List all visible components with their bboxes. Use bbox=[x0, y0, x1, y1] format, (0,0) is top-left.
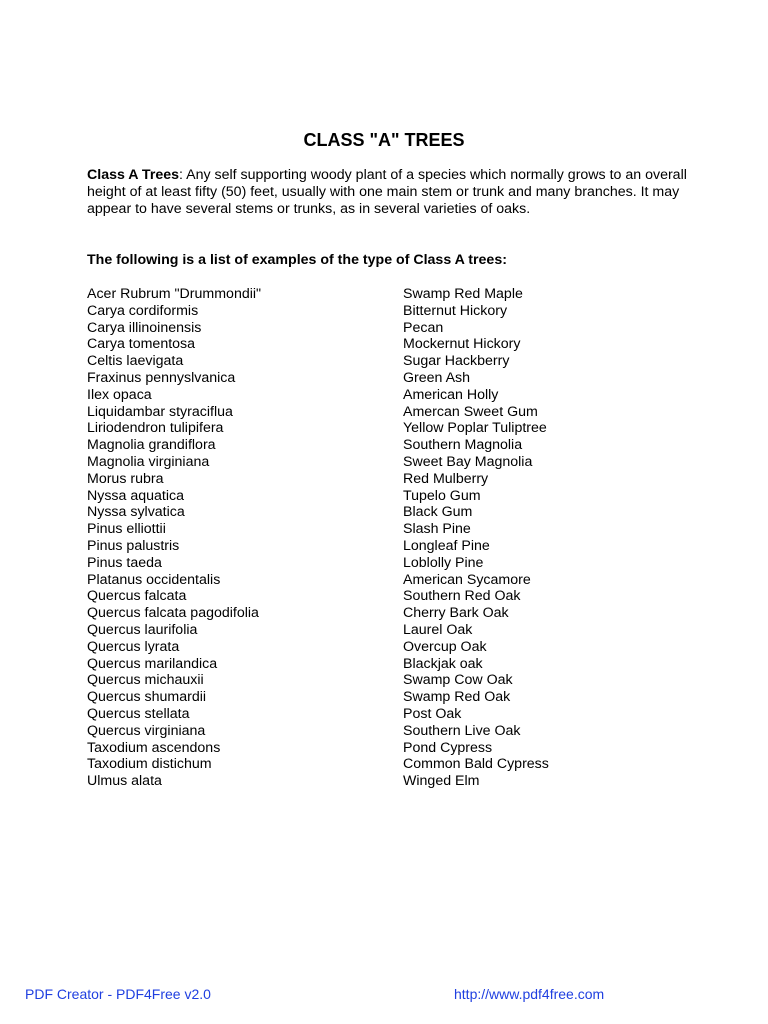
tree-row bbox=[87, 504, 687, 521]
tree-row bbox=[87, 572, 687, 589]
tree-row bbox=[87, 336, 687, 353]
tree-common-name: Blackjak oak bbox=[403, 655, 483, 672]
tree-row bbox=[87, 555, 687, 572]
tree-common-name: Common Bald Cypress bbox=[403, 756, 549, 773]
tree-common-name: Longleaf Pine bbox=[403, 537, 490, 554]
tree-scientific-name: Taxodium ascendons bbox=[87, 739, 221, 756]
tree-common-name: American Sycamore bbox=[403, 571, 531, 588]
tree-common-name: Pecan bbox=[403, 319, 444, 336]
tree-common-name: Amercan Sweet Gum bbox=[403, 403, 538, 420]
tree-row bbox=[87, 639, 687, 656]
tree-scientific-name: Pinus taeda bbox=[87, 554, 162, 571]
tree-common-name: Southern Live Oak bbox=[403, 722, 521, 739]
tree-scientific-name: Nyssa aquatica bbox=[87, 487, 184, 504]
tree-scientific-name: Quercus michauxii bbox=[87, 672, 204, 689]
tree-row bbox=[87, 303, 687, 320]
page-title: CLASS "A" TREES bbox=[303, 130, 465, 150]
tree-row bbox=[87, 672, 687, 689]
tree-row bbox=[87, 605, 687, 622]
tree-scientific-name: Quercus stellata bbox=[87, 705, 190, 722]
tree-list bbox=[87, 286, 687, 790]
tree-scientific-name: Liriodendron tulipifera bbox=[87, 420, 224, 437]
tree-scientific-name: Quercus lyrata bbox=[87, 638, 180, 655]
tree-common-name: Swamp Red Maple bbox=[403, 286, 523, 302]
tree-row bbox=[87, 286, 687, 303]
tree-scientific-name: Liquidambar styraciflua bbox=[87, 403, 233, 420]
tree-scientific-name: Pinus elliottii bbox=[87, 521, 166, 538]
tree-common-name: Pond Cypress bbox=[403, 739, 493, 756]
definition-term: Class A Trees bbox=[87, 167, 180, 183]
tree-scientific-name: Platanus occidentalis bbox=[87, 571, 221, 588]
tree-row bbox=[87, 387, 687, 404]
tree-scientific-name: Acer Rubrum "Drummondii" bbox=[87, 286, 262, 302]
tree-common-name: Red Mulberry bbox=[403, 470, 489, 487]
list-heading: The following is a list of examples of the type of Class A trees: bbox=[87, 252, 507, 268]
tree-common-name: Mockernut Hickory bbox=[403, 336, 521, 353]
pdf-creator-link[interactable]: PDF Creator - PDF4Free v2.0 bbox=[25, 986, 211, 1002]
tree-row bbox=[87, 723, 687, 740]
tree-row bbox=[87, 656, 687, 673]
tree-scientific-name: Morus rubra bbox=[87, 470, 164, 487]
tree-row bbox=[87, 488, 687, 505]
tree-scientific-name: Fraxinus pennyslvanica bbox=[87, 369, 236, 386]
tree-common-name: Post Oak bbox=[403, 705, 462, 722]
tree-row bbox=[87, 706, 687, 723]
tree-common-name: Loblolly Pine bbox=[403, 554, 484, 571]
tree-row bbox=[87, 740, 687, 757]
tree-common-name: Tupelo Gum bbox=[403, 487, 481, 504]
tree-scientific-name: Carya tomentosa bbox=[87, 336, 196, 353]
tree-row bbox=[87, 756, 687, 773]
tree-common-name: Green Ash bbox=[403, 369, 471, 386]
tree-scientific-name: Quercus shumardii bbox=[87, 689, 207, 706]
tree-row bbox=[87, 773, 687, 790]
tree-scientific-name: Magnolia virginiana bbox=[87, 453, 210, 470]
tree-scientific-name: Celtis laevigata bbox=[87, 353, 184, 370]
tree-common-name: Swamp Cow Oak bbox=[403, 672, 513, 689]
tree-common-name: Cherry Bark Oak bbox=[403, 605, 509, 622]
tree-row bbox=[87, 689, 687, 706]
tree-scientific-name: Quercus marilandica bbox=[87, 655, 218, 672]
tree-row bbox=[87, 454, 687, 471]
tree-scientific-name: Ulmus alata bbox=[87, 773, 162, 790]
tree-row bbox=[87, 370, 687, 387]
tree-common-name: Black Gum bbox=[403, 504, 473, 521]
definition-text: : Any self supporting woody plant of a species which normally grows to an overall height of at least fifty (50) feet, usually with one main stem or trunk and many branches. It may appear to have several stems or trunks, as in several varieties of oaks. bbox=[87, 167, 687, 217]
definition-paragraph bbox=[87, 167, 687, 217]
tree-scientific-name: Quercus virginiana bbox=[87, 722, 206, 739]
tree-row bbox=[87, 420, 687, 437]
tree-row bbox=[87, 320, 687, 337]
tree-common-name: Laurel Oak bbox=[403, 621, 473, 638]
pdf4free-url-link[interactable]: http://www.pdf4free.com bbox=[454, 986, 605, 1002]
tree-row bbox=[87, 437, 687, 454]
tree-scientific-name: Ilex opaca bbox=[87, 386, 152, 403]
tree-row bbox=[87, 353, 687, 370]
tree-row bbox=[87, 622, 687, 639]
tree-scientific-name: Quercus falcata bbox=[87, 588, 187, 605]
tree-common-name: Bitternut Hickory bbox=[403, 302, 508, 319]
tree-common-name: Southern Red Oak bbox=[403, 588, 521, 605]
tree-row bbox=[87, 538, 687, 555]
tree-row bbox=[87, 521, 687, 538]
tree-scientific-name: Quercus laurifolia bbox=[87, 621, 198, 638]
tree-common-name: Slash Pine bbox=[403, 521, 471, 538]
tree-scientific-name: Quercus falcata pagodifolia bbox=[87, 605, 259, 622]
tree-common-name: Swamp Red Oak bbox=[403, 689, 511, 706]
tree-scientific-name: Carya cordiformis bbox=[87, 302, 199, 319]
tree-scientific-name: Carya illinoinensis bbox=[87, 319, 202, 336]
tree-common-name: Winged Elm bbox=[403, 773, 480, 790]
tree-common-name: Sweet Bay Magnolia bbox=[403, 453, 533, 470]
tree-scientific-name: Pinus palustris bbox=[87, 537, 180, 554]
tree-common-name: Southern Magnolia bbox=[403, 437, 523, 454]
tree-row bbox=[87, 471, 687, 488]
tree-common-name: Yellow Poplar Tuliptree bbox=[403, 420, 547, 437]
tree-common-name: Overcup Oak bbox=[403, 638, 487, 655]
tree-common-name: American Holly bbox=[403, 386, 499, 403]
tree-scientific-name: Nyssa sylvatica bbox=[87, 504, 185, 521]
tree-row bbox=[87, 588, 687, 605]
tree-scientific-name: Taxodium distichum bbox=[87, 756, 212, 773]
tree-scientific-name: Magnolia grandiflora bbox=[87, 437, 216, 454]
tree-common-name: Sugar Hackberry bbox=[403, 353, 510, 370]
tree-row bbox=[87, 404, 687, 421]
